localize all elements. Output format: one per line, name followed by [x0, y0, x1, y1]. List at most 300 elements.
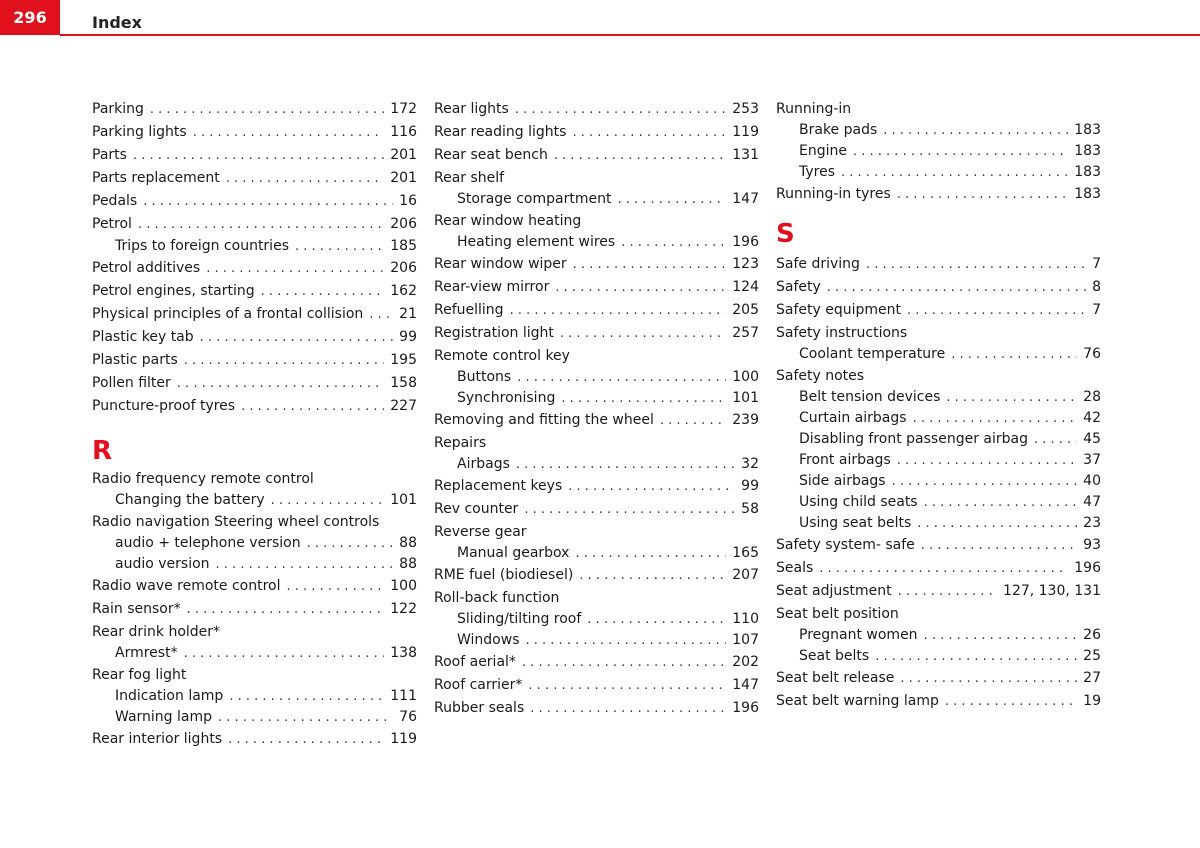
entry-label: Rear-view mirror: [434, 279, 550, 295]
entry-page-number: 76: [1083, 346, 1101, 362]
dot-leader: [295, 236, 384, 257]
entry-label: Safe driving: [776, 256, 860, 272]
entry-page-number: 101: [732, 390, 759, 406]
entry-page-number: 172: [390, 101, 417, 117]
dot-leader: [853, 141, 1068, 162]
dot-leader: [522, 651, 726, 674]
header-rule: [60, 34, 1200, 36]
entry-page-number: 257: [732, 325, 759, 341]
entry-label: Remote control key: [434, 348, 570, 364]
entry-label: Rear window wiper: [434, 256, 567, 272]
dot-leader: [819, 557, 1068, 580]
entry-label: Safety instructions: [776, 325, 908, 341]
index-subentry: [434, 232, 759, 253]
entry-page-number: 195: [390, 352, 417, 368]
dot-leader: [138, 213, 384, 236]
index-column-3: [776, 98, 1101, 713]
entry-page-number: 28: [1083, 389, 1101, 405]
index-entry: [92, 326, 417, 349]
entry-page-number: 99: [741, 478, 759, 494]
entry-label: Belt tension devices: [799, 389, 941, 405]
entry-label: Registration light: [434, 325, 554, 341]
index-subentry: [776, 429, 1101, 450]
entry-page-number: 7: [1092, 302, 1101, 318]
dot-leader: [1034, 429, 1077, 450]
index-entry: [434, 564, 759, 587]
dot-leader: [866, 253, 1086, 276]
entry-label: RME fuel (biodiesel): [434, 567, 574, 583]
dot-leader: [307, 533, 394, 554]
entry-page-number: 110: [732, 611, 759, 627]
index-subentry: [776, 408, 1101, 429]
entry-label: audio version: [115, 556, 210, 572]
entry-label: Seat belt release: [776, 670, 895, 686]
entry-label: Running-in: [776, 101, 852, 117]
index-entry: [92, 349, 417, 372]
entry-page-number: 16: [399, 193, 417, 209]
index-entry: [776, 534, 1101, 557]
index-entry: [92, 575, 417, 598]
entry-label: Storage compartment: [457, 191, 612, 207]
index-subentry: [434, 388, 759, 409]
dot-leader: [572, 121, 726, 144]
index-entry: [92, 728, 417, 751]
index-subentry: [776, 646, 1101, 667]
entry-label: Pedals: [92, 193, 138, 209]
index-entry: [92, 280, 417, 303]
entry-label: Puncture-proof tyres: [92, 398, 236, 414]
dot-leader: [218, 707, 393, 728]
dot-leader: [515, 98, 726, 121]
entry-page-number: 183: [1074, 122, 1101, 138]
index-subentry: [92, 554, 417, 575]
dot-leader: [554, 144, 726, 167]
entry-page-number: 26: [1083, 627, 1101, 643]
entry-label: Parking lights: [92, 124, 187, 140]
index-entry: [776, 322, 1101, 344]
entry-page-number: 158: [390, 375, 417, 391]
index-subentry: [92, 490, 417, 511]
entry-label: Windows: [457, 632, 520, 648]
index-entry: [776, 667, 1101, 690]
index-entry: [92, 468, 417, 490]
index-entry: [434, 674, 759, 697]
entry-page-number: 196: [1074, 560, 1101, 576]
index-entry: [434, 475, 759, 498]
entry-label: Using child seats: [799, 494, 918, 510]
entry-page-number: 27: [1083, 670, 1101, 686]
index-entry: [92, 664, 417, 686]
entry-label: Buttons: [457, 369, 512, 385]
entry-page-number: 58: [741, 501, 759, 517]
entry-label: Removing and fitting the wheel: [434, 412, 654, 428]
dot-leader: [193, 121, 385, 144]
entry-page-number: 100: [732, 369, 759, 385]
dot-leader: [133, 144, 384, 167]
entry-label: Seat belt warning lamp: [776, 693, 939, 709]
dot-leader: [924, 625, 1078, 646]
index-subentry: [776, 120, 1101, 141]
entry-label: Synchronising: [457, 390, 556, 406]
entry-label: Changing the battery: [115, 492, 265, 508]
entry-label: Warning lamp: [115, 709, 213, 725]
dot-leader: [660, 409, 726, 432]
entry-page-number: 185: [390, 238, 417, 254]
entry-label: audio + telephone version: [115, 535, 301, 551]
index-subentry: [434, 543, 759, 564]
dot-leader: [579, 564, 726, 587]
section-letter: S: [776, 219, 795, 249]
index-subentry: [776, 492, 1101, 513]
dot-leader: [206, 257, 384, 280]
dot-leader: [883, 120, 1068, 141]
dot-leader: [917, 513, 1077, 534]
index-entry: [92, 167, 417, 190]
dot-leader: [621, 232, 726, 253]
index-entry: [92, 598, 417, 621]
entry-page-number: 147: [732, 191, 759, 207]
page-header: [0, 0, 1200, 40]
dot-leader: [913, 408, 1078, 429]
entry-page-number: 147: [732, 677, 759, 693]
index-entry: [434, 253, 759, 276]
entry-page-number: 8: [1092, 279, 1101, 295]
entry-label: Rear interior lights: [92, 731, 223, 747]
dot-leader: [561, 388, 726, 409]
dot-leader: [510, 299, 727, 322]
entry-label: Using seat belts: [799, 515, 912, 531]
entry-page-number: 19: [1083, 693, 1101, 709]
entry-label: Radio wave remote control: [92, 578, 281, 594]
index-entry: [434, 409, 759, 432]
entry-page-number: 165: [732, 545, 759, 561]
entry-page-number: 119: [390, 731, 417, 747]
entry-label: Refuelling: [434, 302, 504, 318]
dot-leader: [261, 280, 385, 303]
entry-page-number: 183: [1074, 186, 1101, 202]
index-subentry: [92, 643, 417, 664]
entry-label: Rear lights: [434, 101, 509, 117]
entry-label: Tyres: [799, 164, 836, 180]
entry-label: Sliding/tilting roof: [457, 611, 582, 627]
entry-label: Repairs: [434, 435, 487, 451]
entry-label: Curtain airbags: [799, 410, 907, 426]
dot-leader: [946, 387, 1077, 408]
entry-page-number: 207: [732, 567, 759, 583]
entry-label: Roll-back function: [434, 590, 560, 606]
entry-label: Parts: [92, 147, 127, 163]
entry-label: Seat belts: [799, 648, 870, 664]
entry-label: Rear reading lights: [434, 124, 567, 140]
entry-page-number: 206: [390, 216, 417, 232]
entry-label: Rear window heating: [434, 213, 582, 229]
entry-label: Indication lamp: [115, 688, 224, 704]
entry-label: Trips to foreign countries: [115, 238, 289, 254]
entry-page-number: 122: [390, 601, 417, 617]
entry-label: Reverse gear: [434, 524, 527, 540]
entry-page-number: 196: [732, 700, 759, 716]
entry-label: Replacement keys: [434, 478, 563, 494]
dot-leader: [897, 183, 1069, 206]
index-entry: [92, 395, 417, 418]
dot-leader: [516, 454, 735, 475]
entry-label: Rear seat bench: [434, 147, 548, 163]
index-entry: [92, 621, 417, 643]
index-entry: [92, 98, 417, 121]
index-subentry: [776, 513, 1101, 534]
dot-leader: [555, 276, 726, 299]
dot-leader: [900, 667, 1077, 690]
entry-label: Seals: [776, 560, 814, 576]
entry-page-number: 201: [390, 147, 417, 163]
index-subentry: [434, 367, 759, 388]
index-entry: [434, 587, 759, 609]
dot-leader: [924, 492, 1078, 513]
dot-leader: [524, 498, 735, 521]
index-subentry: [776, 387, 1101, 408]
index-subentry: [776, 450, 1101, 471]
dot-leader: [530, 697, 726, 720]
entry-label: Parking: [92, 101, 144, 117]
dot-leader: [184, 643, 385, 664]
entry-label: Rubber seals: [434, 700, 525, 716]
entry-label: Parts replacement: [92, 170, 220, 186]
index-entry: [434, 322, 759, 345]
entry-label: Manual gearbox: [457, 545, 570, 561]
entry-label: Rear drink holder*: [92, 624, 221, 640]
index-subentry: [776, 344, 1101, 365]
entry-label: Roof carrier*: [434, 677, 523, 693]
entry-page-number: 183: [1074, 164, 1101, 180]
entry-label: Safety system- safe: [776, 537, 915, 553]
index-entry: [776, 253, 1101, 276]
dot-leader: [184, 349, 385, 372]
index-subentry: [434, 454, 759, 475]
page-number: 296: [0, 0, 60, 35]
index-entry: [434, 276, 759, 299]
entry-label: Safety equipment: [776, 302, 901, 318]
entry-page-number: 101: [390, 492, 417, 508]
dot-leader: [226, 167, 385, 190]
entry-label: Roof aerial*: [434, 654, 516, 670]
index-entry: [92, 121, 417, 144]
page-title: Index: [92, 13, 142, 32]
dot-leader: [143, 190, 393, 213]
index-subentry: [92, 533, 417, 554]
index-entry: [434, 144, 759, 167]
dot-leader: [951, 344, 1077, 365]
entry-page-number: 205: [732, 302, 759, 318]
entry-label: Plastic key tab: [92, 329, 194, 345]
index-entry: [776, 580, 1101, 603]
entry-page-number: 239: [732, 412, 759, 428]
index-entry: [92, 213, 417, 236]
entry-page-number: 123: [732, 256, 759, 272]
index-subentry: [776, 141, 1101, 162]
entry-label: Rain sensor*: [92, 601, 181, 617]
index-subentry: [92, 707, 417, 728]
entry-page-number: 76: [399, 709, 417, 725]
entry-page-number: 162: [390, 283, 417, 299]
entry-label: Petrol engines, starting: [92, 283, 255, 299]
entry-page-number: 25: [1083, 648, 1101, 664]
entry-label: Disabling front passenger airbag: [799, 431, 1028, 447]
entry-page-number: 32: [741, 456, 759, 472]
dot-leader: [827, 276, 1086, 299]
index-entry: [776, 276, 1101, 299]
dot-leader: [526, 630, 727, 651]
entry-page-number: 42: [1083, 410, 1101, 426]
index-entry: [434, 498, 759, 521]
entry-page-number: 99: [399, 329, 417, 345]
entry-label: Coolant temperature: [799, 346, 946, 362]
entry-label: Rear fog light: [92, 667, 187, 683]
entry-label: Seat belt position: [776, 606, 899, 622]
entry-label: Radio navigation Steering wheel controls: [92, 514, 380, 530]
dot-leader: [228, 728, 384, 751]
index-entry: [92, 144, 417, 167]
entry-page-number: 107: [732, 632, 759, 648]
entry-label: Rear shelf: [434, 170, 505, 186]
entry-page-number: 138: [390, 645, 417, 661]
entry-page-number: 119: [732, 124, 759, 140]
entry-page-number: 40: [1083, 473, 1101, 489]
entry-page-number: 93: [1083, 537, 1101, 553]
index-entry: [434, 299, 759, 322]
dot-leader: [517, 367, 726, 388]
entry-label: Running-in tyres: [776, 186, 891, 202]
index-entry: [92, 190, 417, 213]
entry-label: Heating element wires: [457, 234, 616, 250]
entry-page-number: 21: [399, 306, 417, 322]
dot-leader: [587, 609, 726, 630]
entry-page-number: 116: [390, 124, 417, 140]
dot-leader: [216, 554, 394, 575]
entry-page-number: 111: [390, 688, 417, 704]
index-entry: [434, 121, 759, 144]
entry-page-number: 124: [732, 279, 759, 295]
dot-leader: [875, 646, 1077, 667]
entry-label: Safety: [776, 279, 821, 295]
index-entry: [776, 690, 1101, 713]
dot-leader: [177, 372, 384, 395]
dot-leader: [560, 322, 726, 345]
entry-label: Seat adjustment: [776, 583, 892, 599]
index-entry: [92, 303, 417, 326]
dot-leader: [573, 253, 727, 276]
dot-leader: [617, 189, 726, 210]
entry-page-number: 227: [390, 398, 417, 414]
index-entry: [92, 257, 417, 280]
entry-page-number: 202: [732, 654, 759, 670]
index-subentry: [776, 162, 1101, 183]
index-column-1: [92, 98, 417, 751]
entry-page-number: 88: [399, 535, 417, 551]
entry-label: Airbags: [457, 456, 510, 472]
dot-leader: [907, 299, 1086, 322]
index-entry: [92, 511, 417, 533]
dot-leader: [892, 471, 1078, 492]
dot-leader: [271, 490, 385, 511]
index-entry: [434, 98, 759, 121]
dot-leader: [241, 395, 384, 418]
entry-label: Pregnant women: [799, 627, 918, 643]
index-entry: [776, 183, 1101, 206]
entry-page-number: 196: [732, 234, 759, 250]
entry-page-number: 127, 130, 131: [1003, 583, 1101, 599]
dot-leader: [841, 162, 1068, 183]
entry-label: Radio frequency remote control: [92, 471, 314, 487]
entry-label: Rev counter: [434, 501, 519, 517]
index-entry: [434, 210, 759, 232]
index-subentry: [434, 630, 759, 651]
index-subentry: [434, 609, 759, 630]
entry-label: Petrol: [92, 216, 132, 232]
dot-leader: [229, 686, 384, 707]
dot-leader: [528, 674, 726, 697]
dot-leader: [945, 690, 1077, 713]
index-subentry: [776, 625, 1101, 646]
index-entry: [776, 557, 1101, 580]
dot-leader: [921, 534, 1077, 557]
section-letter: R: [92, 436, 113, 466]
entry-label: Brake pads: [799, 122, 878, 138]
entry-page-number: 23: [1083, 515, 1101, 531]
index-subentry: [92, 236, 417, 257]
index-entry: [776, 299, 1101, 322]
entry-label: Safety notes: [776, 368, 865, 384]
index-column-2: [434, 98, 759, 720]
index-entry: [776, 603, 1101, 625]
entry-label: Engine: [799, 143, 847, 159]
dot-leader: [568, 475, 735, 498]
index-subentry: [434, 189, 759, 210]
entry-page-number: 100: [390, 578, 417, 594]
entry-page-number: 45: [1083, 431, 1101, 447]
index-subentry: [92, 686, 417, 707]
dot-leader: [187, 598, 385, 621]
entry-page-number: 206: [390, 260, 417, 276]
entry-label: Physical principles of a frontal collision: [92, 306, 364, 322]
dot-leader: [897, 450, 1077, 471]
dot-leader: [200, 326, 394, 349]
entry-page-number: 201: [390, 170, 417, 186]
dot-leader: [575, 543, 726, 564]
entry-page-number: 7: [1092, 256, 1101, 272]
dot-leader: [287, 575, 385, 598]
entry-label: Pollen filter: [92, 375, 171, 391]
index-entry: [776, 365, 1101, 387]
entry-label: Plastic parts: [92, 352, 178, 368]
index-entry: [434, 167, 759, 189]
entry-page-number: 253: [732, 101, 759, 117]
entry-label: Petrol additives: [92, 260, 201, 276]
index-entry: [434, 697, 759, 720]
entry-page-number: 131: [732, 147, 759, 163]
entry-label: Armrest*: [115, 645, 178, 661]
entry-page-number: 47: [1083, 494, 1101, 510]
index-subentry: [776, 471, 1101, 492]
dot-leader: [150, 98, 384, 121]
entry-label: Front airbags: [799, 452, 891, 468]
index-entry: [434, 521, 759, 543]
entry-page-number: 88: [399, 556, 417, 572]
index-entry: [92, 372, 417, 395]
entry-page-number: 37: [1083, 452, 1101, 468]
dot-leader: [369, 303, 393, 326]
index-entry: [434, 345, 759, 367]
entry-page-number: 183: [1074, 143, 1101, 159]
